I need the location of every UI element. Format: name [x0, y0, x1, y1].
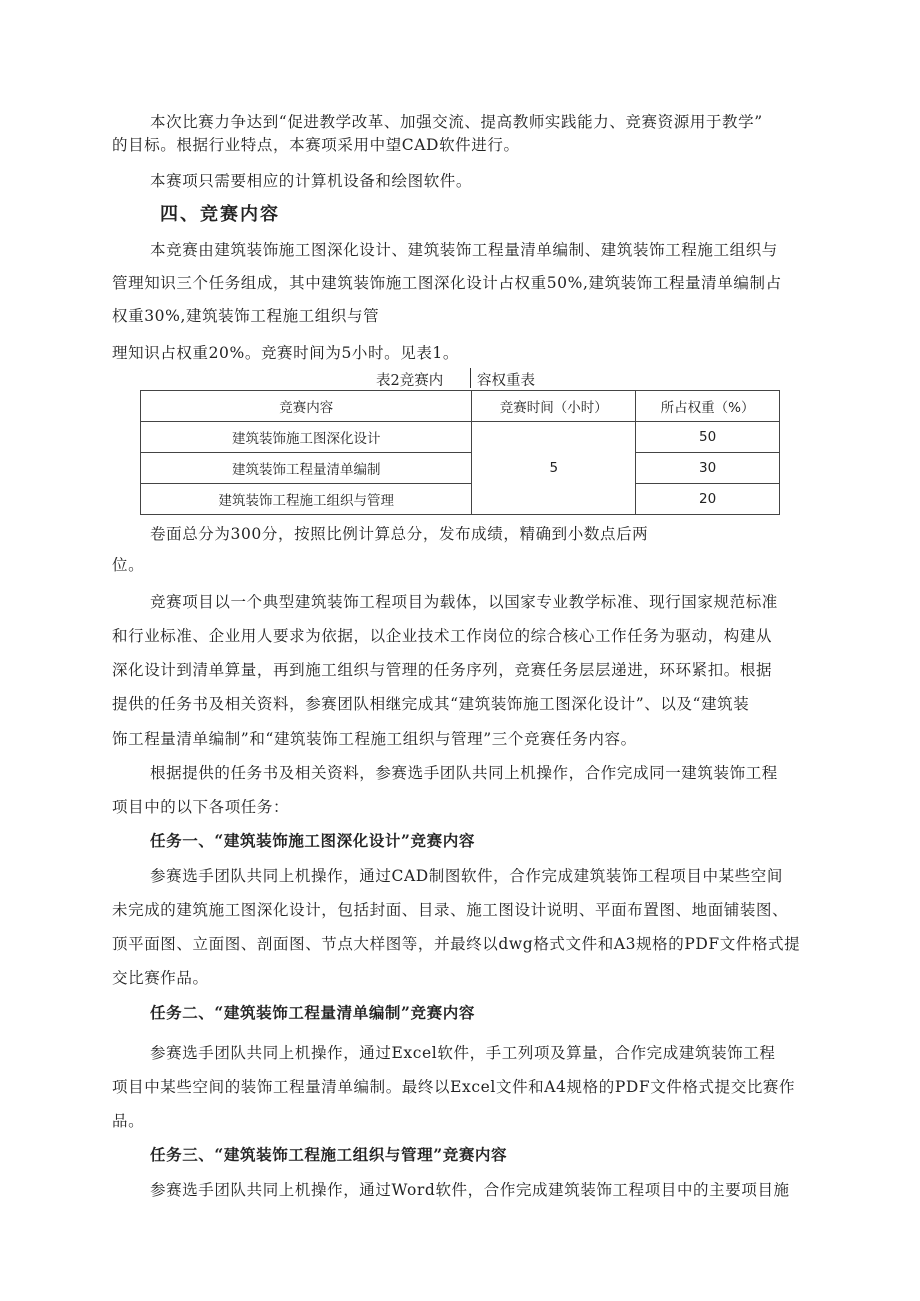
task3-line-1: 参赛选手团队共同上机操作，通过Word软件，合作完成建筑装饰工程项目中的主要项目施 [150, 1181, 790, 1199]
table-row [141, 422, 780, 453]
row-name: 建筑装饰施工图深化设计 [141, 422, 472, 453]
project-line-2: 和行业标准、企业用人要求为依据，以企业技术工作岗位的综合核心工作任务为驱动，构建从 [112, 627, 773, 645]
project-line-1: 竞赛项目以一个典型建筑装饰工程项目为载体，以国家专业教学标准、现行国家规范标准 [150, 593, 778, 611]
project-line-4: 提供的任务书及相关资料，参赛团队相继完成其“建筑装饰施工图深化设计”、以及“建筑装 [112, 695, 750, 713]
row-name: 建筑装饰工程量清单编制 [141, 453, 472, 484]
task2-line-2: 项目中某些空间的装饰工程量清单编制。最终以Excel文件和A4规格的PDF文件格式提交比赛作 [112, 1078, 796, 1096]
header-time: 竞赛时间（小时） [472, 391, 636, 422]
intro-line-1: 本次比赛力争达到“促进教学改革、加强交流、提高教师实践能力、竞赛资源用于教学” [150, 113, 763, 131]
task2-line-3: 品。 [112, 1112, 145, 1130]
task1-line-3: 顶平面图、立面图、剖面图、节点大样图等，并最终以dwg格式文件和A3规格的PDF文件格式提 [112, 935, 801, 953]
table-caption-left: 表2竞赛内 [376, 373, 444, 389]
table-header-row [141, 391, 780, 422]
header-content: 竞赛内容 [141, 391, 472, 422]
task1-line-2: 未完成的建筑施工图深化设计，包括封面、目录、施工图设计说明、平面布置图、地面铺装图、 [112, 901, 789, 919]
team-line-1: 根据提供的任务书及相关资料，参赛选手团队共同上机操作，合作完成同一建筑装饰工程 [150, 764, 778, 782]
time-cell: 5 [472, 422, 636, 515]
weight-table [140, 390, 780, 515]
team-line-2: 项目中的以下各项任务： [112, 798, 290, 816]
content-line-3: 权重30%,建筑装饰工程施工组织与管 [112, 307, 380, 325]
header-weight: 所占权重（%） [636, 391, 780, 422]
table-row [141, 484, 780, 515]
row-weight: 30 [636, 453, 780, 484]
table-row [141, 453, 780, 484]
caption-divider [470, 368, 471, 388]
table-caption-right: 容权重表 [477, 373, 535, 389]
task3-title: 任务三、“建筑装饰工程施工组织与管理”竞赛内容 [150, 1145, 508, 1164]
content-line-2: 管理知识三个任务组成，其中建筑装饰施工图深化设计占权重50%,建筑装饰工程量清单编制占 [112, 274, 782, 292]
task2-line-1: 参赛选手团队共同上机操作，通过Excel软件，手工列项及算量，合作完成建筑装饰工程 [150, 1044, 776, 1062]
score-line-2: 位。 [112, 556, 145, 574]
row-weight: 50 [636, 422, 780, 453]
content-line-1: 本竞赛由建筑装饰施工图深化设计、建筑装饰工程量清单编制、建筑装饰工程施工组织与 [150, 241, 778, 259]
task1-line-4: 交比赛作品。 [112, 969, 209, 987]
intro-line-2: 的目标。根据行业特点，本赛项采用中望CAD软件进行。 [112, 136, 520, 154]
equipment-paragraph: 本赛项只需要相应的计算机设备和绘图软件。 [150, 172, 473, 190]
score-line-1: 卷面总分为300分，按照比例计算总分，发布成绩，精确到小数点后两 [150, 525, 649, 543]
row-weight: 20 [636, 484, 780, 515]
task2-title: 任务二、“建筑装饰工程量清单编制”竞赛内容 [150, 1003, 475, 1022]
task1-title: 任务一、“建筑装饰施工图深化设计”竞赛内容 [150, 831, 475, 850]
content-line-4: 理知识占权重20%。竞赛时间为5小时。见表1。 [112, 344, 459, 362]
project-line-5: 饰工程量清单编制”和“建筑装饰工程施工组织与管理”三个竞赛任务内容。 [112, 730, 637, 748]
project-line-3: 深化设计到清单算量，再到施工组织与管理的任务序列，竞赛任务层层递进，环环紧扣。根据 [112, 661, 773, 679]
row-name: 建筑装饰工程施工组织与管理 [141, 484, 472, 515]
task1-line-1: 参赛选手团队共同上机操作，通过CAD制图软件，合作完成建筑装饰工程项目中某些空间 [150, 867, 783, 885]
section-heading-4: 四、竞赛内容 [160, 204, 280, 225]
